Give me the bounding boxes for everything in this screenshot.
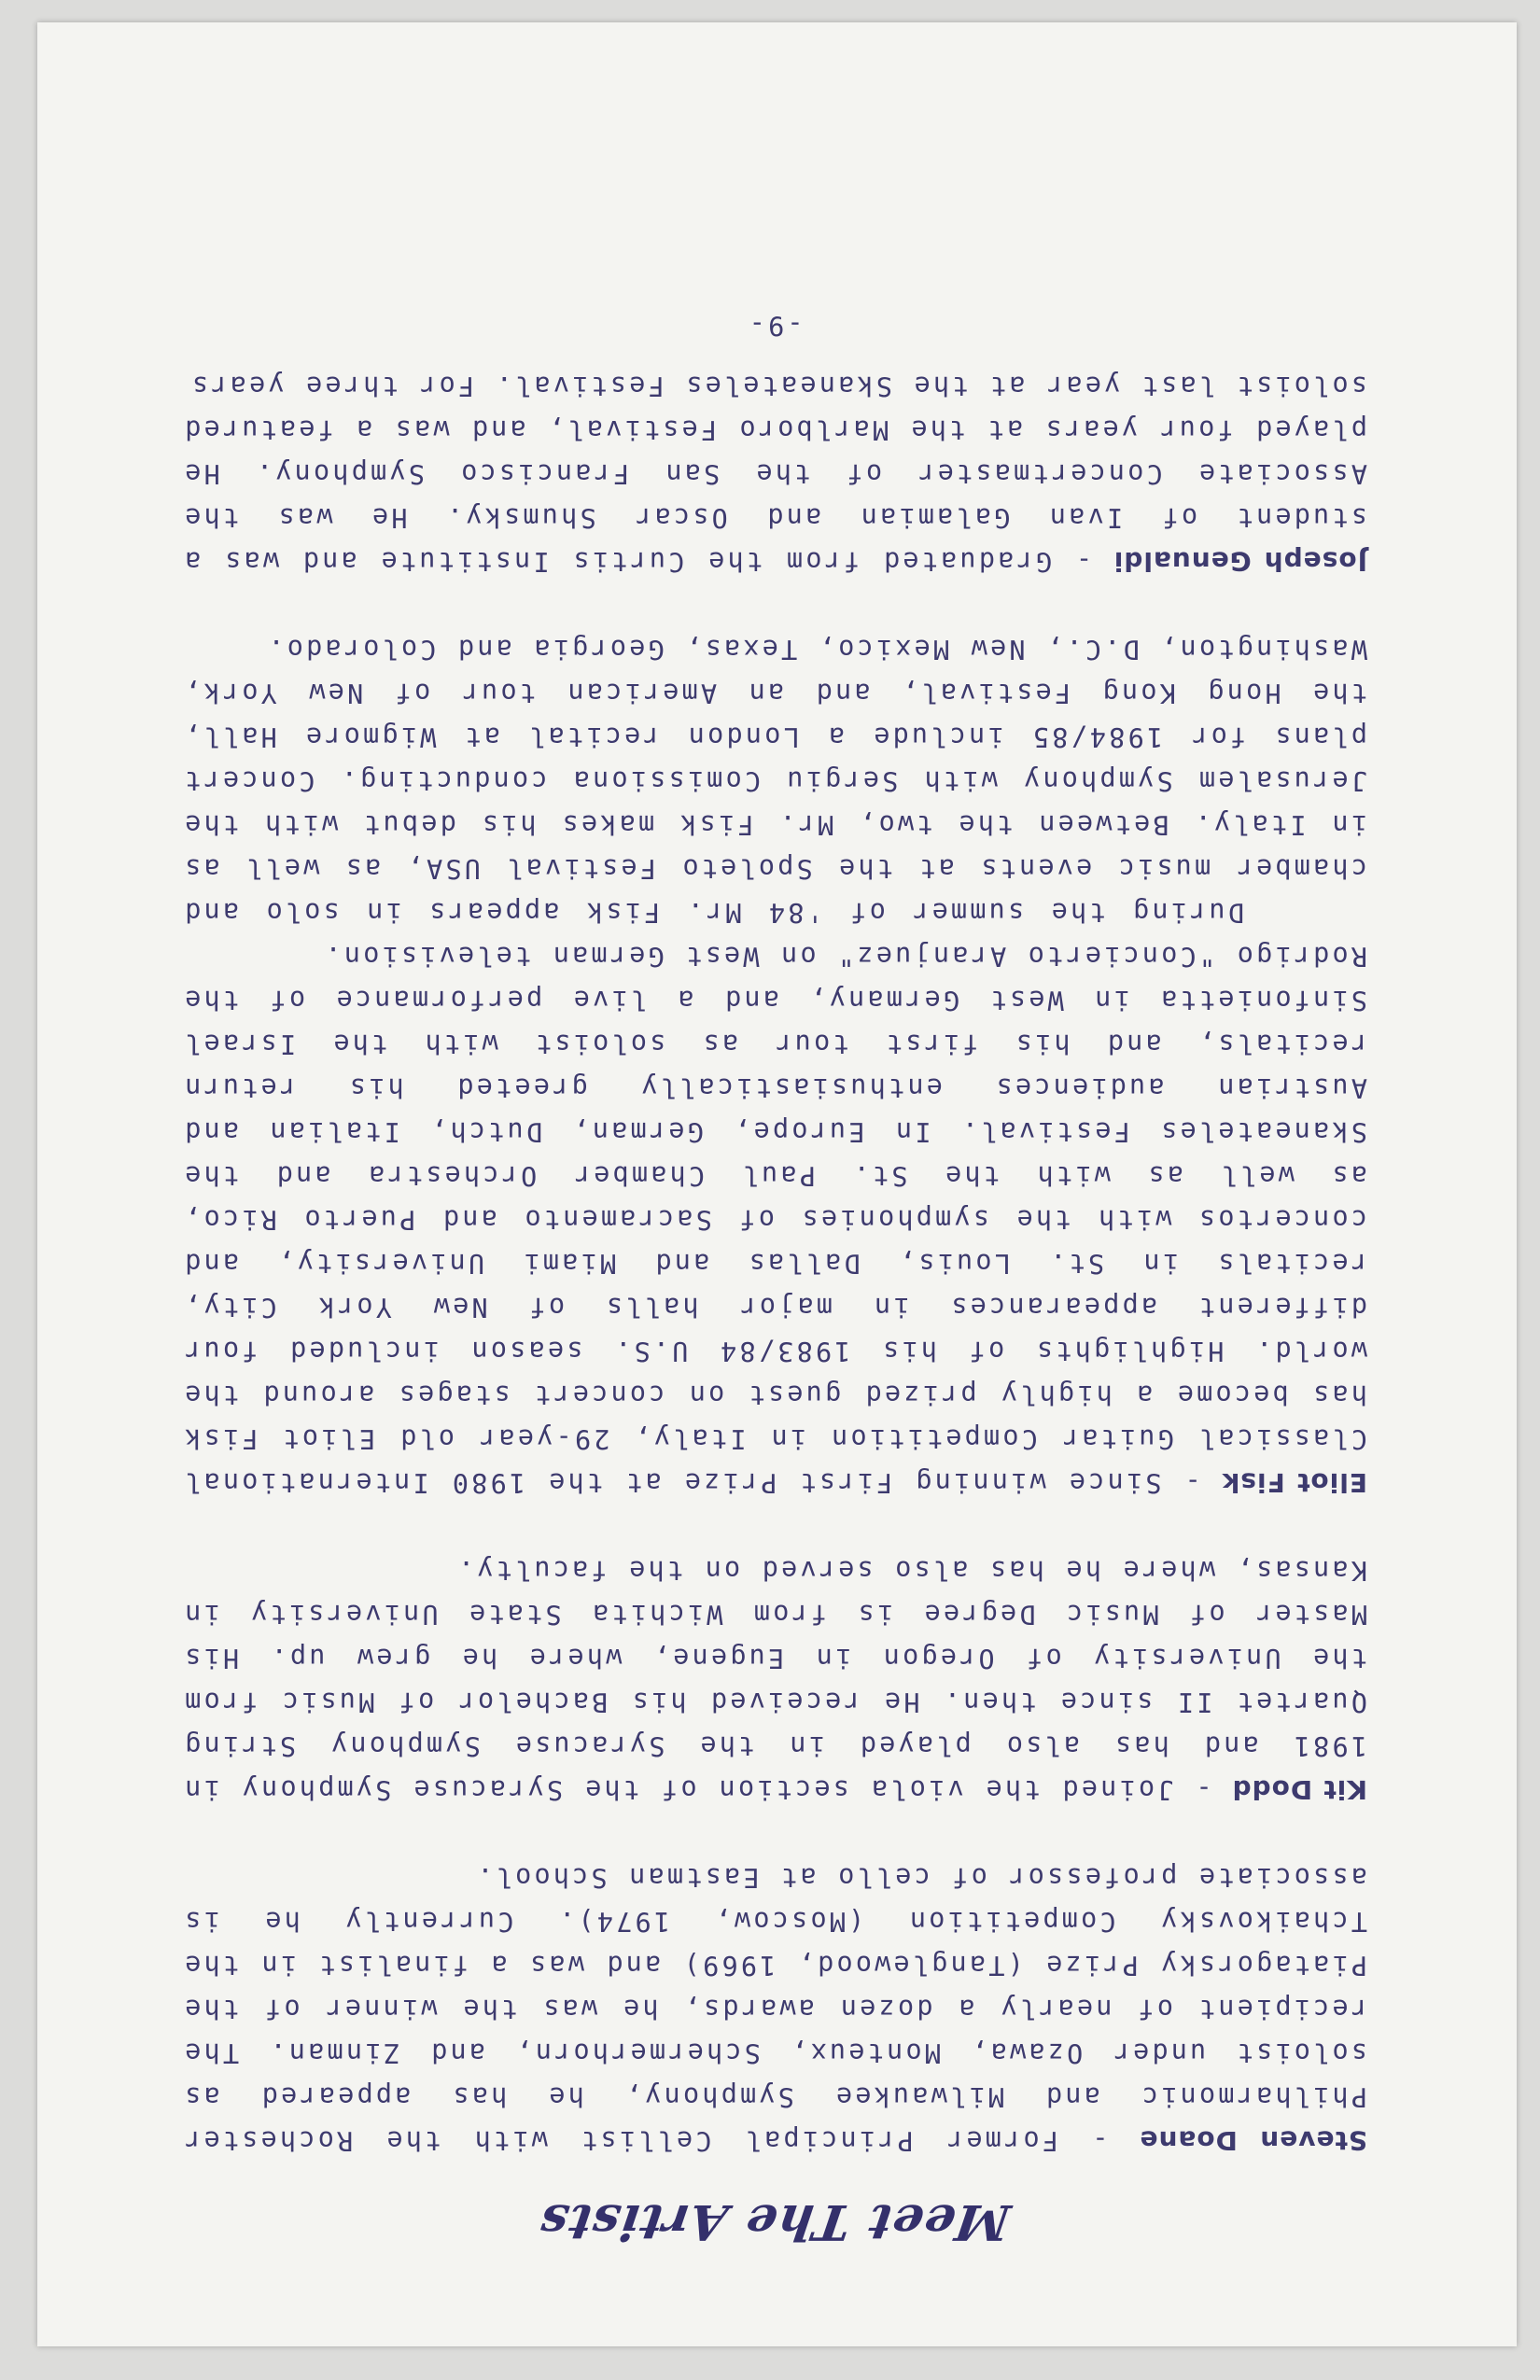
separator-dash: - (1089, 2125, 1109, 2156)
artist-name: Kit Dodd (1231, 1774, 1367, 1805)
bio-text: Joined the viola section of the Syracuse Symphony in 1981 and has also played in the Syracuse Symphony String Quartet II since then. He received his Bachelor of Music from the University of Oregon in Eugene, where he grew up. His Master of Music Degree is from Wichita State University in Kansas, where he has also served on the faculty. (181, 1555, 1367, 1805)
page-body (181, 303, 1367, 2250)
bio-text: Former Principal Cellist with the Rochester Philharmonic and Milwaukee Symphony, he has appeared as soloist under Ozawa, Monteux, Schermerhorn, and Zinman. The recipient of nearly a dozen awards, he was the winner of the Piatagorsky Prize (Tanglewood, 1969) and was a finalist in the Tchaikovsky Competition (Moscow, 1974). Currently he is associate professor of cello at Eastman School. (182, 1862, 1367, 2156)
bio-text: Since winning First Prize at the 1980 International Classical Guitar Competition in Italy, 29-year old Eliot Fisk has become a highly prized guest on concert stages around the world. Highlights of his 1983/84 U.S. season included four different appearances in major halls of New York City, recitals in St. Louis, Dallas and Miami University, and concertos with the symphonies of Sacramento and Puerto Rico, as well as with the St. Paul Chamber Orchestra and the Skaneateles Festival. In Europe, German, Dutch, Italian and Austrian audiences enthusiastically greeted his return recitals, and his first tour as soloist with the Israel Sinfonietta in West Germany, and a live performance of the Rodrigo "Concierto Aranjuez" on West German television. (182, 941, 1367, 1498)
separator-dash: - (1072, 546, 1093, 577)
page-heading: Meet The Artists (535, 2193, 1015, 2250)
bio-kit-dodd (182, 1548, 1367, 1812)
artist-name: Joseph Genualdi (1113, 546, 1367, 577)
document-page (37, 22, 1517, 2346)
bio-steven-doane (182, 1855, 1367, 2163)
bio-text: During the summer of '84 Mr. Fisk appears in solo and chamber music events at the Spoleto Festival USA, as well as in Italy. Between the two, Mr. Fisk makes his debut with the Jerusalem Symphony with Sergiu Comissiona conducting. Concert plans for 1984/85 include a London recital at Wigmore Hall, the Hong Kong Festival, and an American tour of New York, Washington, D.C., New Mexico, Texas, Georgia and Colorado. (182, 634, 1367, 928)
separator-dash: - (1193, 1774, 1212, 1805)
bio-text: Graduated from the Curtis Institute and was a student of Ivan Galamian and Oscar Shumsky. He was the Associate Concertmaster of the San Francisco Symphony. He played four years at the Marlboro Festival, and was a featured soloist last year at the Skaneateles Festival. For three years (181, 371, 1367, 577)
bio-eliot-fisk (182, 934, 1367, 1505)
artist-name: Eliot Fisk (1221, 1467, 1367, 1498)
page-number: -9- (746, 310, 804, 341)
bio-joseph-genualdi (182, 364, 1367, 583)
separator-dash: - (1182, 1467, 1201, 1498)
rotated-page-content (37, 22, 1517, 2346)
artist-name: Steven Doane (1139, 2125, 1367, 2156)
bio-eliot-fisk-continued (182, 627, 1367, 934)
